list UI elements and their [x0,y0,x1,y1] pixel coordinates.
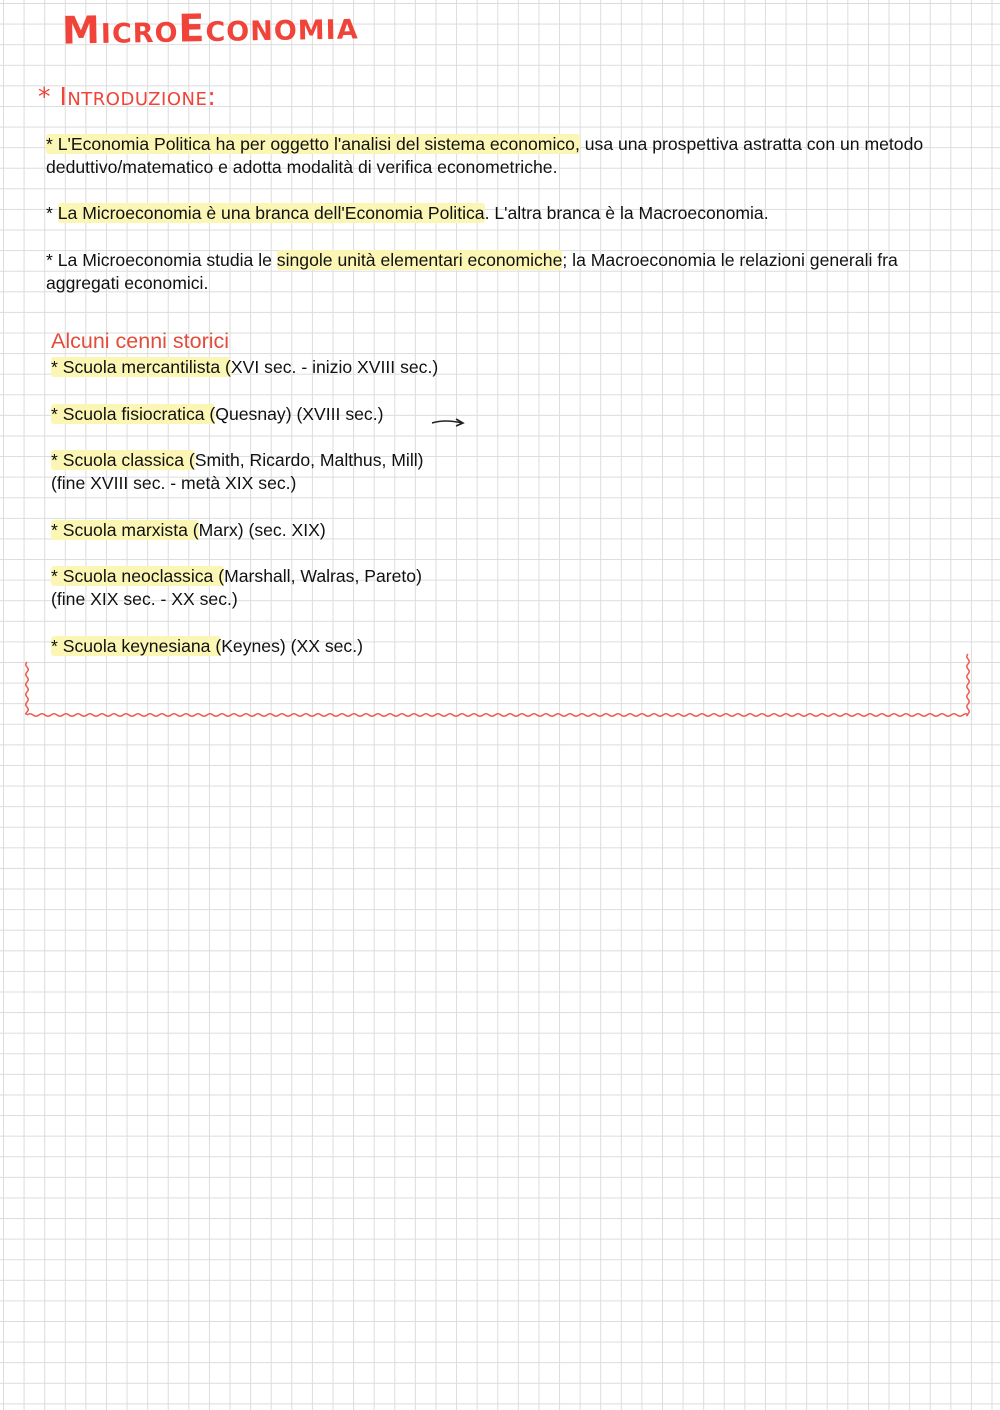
text: ; la Macroeconomia le relazioni generali fra aggregati economici. [46,250,898,293]
text: usa una prospettiva astratta con un metodo deduttivo/matematico e adotta modalità di verifica econometriche. [46,134,924,177]
highlight: * Scuola keynesiana ( [51,636,222,656]
highlight: * Scuola classica ( [51,450,195,470]
school-item [51,519,326,542]
history-title: Alcuni cenni storici [51,329,230,353]
school-item [51,356,438,379]
arrow-icon [430,413,466,431]
intro-paragraph-3 [46,249,966,295]
highlight: * Scuola neoclassica ( [51,566,225,586]
text: * La Microeconomia studia le [46,250,277,270]
text: Marx) (sec. XIX) [198,520,326,540]
school-item [51,565,422,611]
highlight: singole unità elementari economiche [276,250,563,270]
school-item [51,403,383,426]
highlight: La Microeconomia è una branca dell'Economia Politica [57,203,485,223]
page-title: MicroEconomia [61,3,359,53]
text: Keynes) (XX sec.) [221,636,363,656]
school-item [51,449,424,495]
text: . L'altra branca è la Macroeconomia. [484,203,769,223]
wavy-bracket [0,650,1000,730]
text: Quesnay) (XVIII sec.) [215,404,384,424]
intro-paragraph-1 [46,133,966,179]
text: Smith, Ricardo, Malthus, Mill) [194,450,424,470]
highlight: * Scuola fisiocratica ( [51,404,216,424]
text: Marshall, Walras, Pareto) [224,566,422,586]
text-line-2: (fine XIX sec. - XX sec.) [51,589,238,609]
highlight: * Scuola marxista ( [51,520,199,540]
section-heading: * Introduzione: [38,82,217,111]
highlight: * Scuola mercantilista ( [51,357,231,377]
text-line-2: (fine XVIII sec. - metà XIX sec.) [51,473,297,493]
text: XVI sec. - inizio XVIII sec.) [230,357,439,377]
intro-paragraph-2 [46,202,966,225]
highlight: * L'Economia Politica ha per oggetto l'analisi del sistema economico, [46,134,580,154]
text: * [46,203,58,223]
